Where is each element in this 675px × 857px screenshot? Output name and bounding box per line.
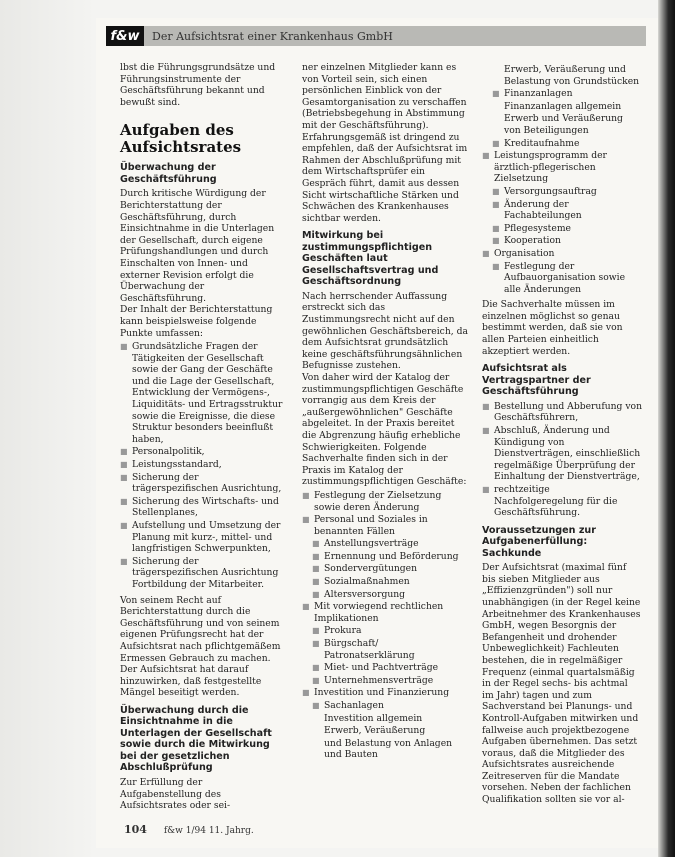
page-number: 104 [124, 823, 147, 836]
list-item: ■ Bestellung und Abberufung von Geschäftsführern, [482, 401, 642, 424]
paragraph: ner einzelnen Mitglieder kann es von Vorteil sein, sich einen persönlichen Einblick von der Gesamtorganisation zu verschaffen (Betriebsbegehung in Abstimmung mit der Geschäftsführung). [302, 62, 467, 131]
page-edge-shadow [658, 0, 675, 857]
zustimmung-list-continued [482, 64, 642, 295]
column-3 [482, 62, 642, 806]
page-footer [124, 823, 254, 836]
zustimmung-list [302, 490, 468, 761]
list-item: Finanzanlagen allgemein [504, 100, 622, 112]
list-item: ■ Festlegung der Aufbauorganisation sowie alle Änderungen [482, 261, 642, 296]
running-header [106, 26, 646, 46]
document-page [96, 18, 658, 848]
list-item: und Belastung von Anlagen und Bauten [324, 737, 453, 761]
list-item: ■ Sicherung der trägerspezifischen Ausrichtung Fortbildung der Mitarbeiter. [120, 556, 286, 591]
vertragspartner-list [482, 401, 642, 519]
paragraph: Durch kritische Würdigung der Berichterstattung der Geschäftsführung, durch Einsichtnahme in die Unterlagen der Gesellschaft, durch eigene Prüfungshandlungen und durch Einschalten von Innen- und externer Revision erfolgt die Überwachung der Geschäftsführung. [120, 188, 275, 304]
list-item: ■ Investition und Finanzierung [302, 687, 468, 699]
subheading-ueberwachung: Überwachung der Geschäftsführung [120, 162, 217, 185]
list-item: Erwerb, Veräußerung und Belastung von Grundstücken [504, 64, 640, 87]
paragraph: Erfahrungsgemäß ist dringend zu empfehlen, daß der Aufsichtsrat im Rahmen der Abschlußprüfung mit dem Wirtschaftsprüfer ein Gespräch führt, damit aus dessen Sicht wirtschaftliche Stärken und Schwächen des Krankenhauses sichtbar werden. [302, 131, 468, 224]
list-item: ■ Pflegesysteme [482, 223, 642, 235]
subheading-sachkunde: Voraussetzungen zur Aufgabenerfüllung: Sachkunde [482, 524, 596, 559]
list-item: Erwerb und Veräußerung von Beteiligungen [504, 113, 623, 136]
paragraph: Zur Erfüllung der Aufgabenstellung des Aufsichtsrates oder sei- [120, 776, 231, 812]
list-item: ■ Prokura [302, 625, 468, 637]
list-item: Investition allgemein [324, 712, 423, 724]
subheading-einsichtnahme: Überwachung durch die Einsichtnahme in die Unterlagen der Gesellschaft sowie durch die Mitwirkung bei der gesetzlichen Abschlußprüfung [120, 704, 272, 774]
list-item: ■ rechtzeitige Nachfolgeregelung für die Geschäftsführung. [482, 484, 642, 519]
paragraph: Der Inhalt der Berichterstattung kann beispielsweise folgende Punkte umfassen: [120, 304, 273, 339]
header-title: Der Aufsichtsrat einer Krankenhaus GmbH [152, 29, 393, 43]
paragraph: Der Aufsichtsrat (maximal fünf bis sieben Mitglieder aus „Effizienzgründen") soll nur unabhängigen (in der Regel keine Arbeitnehmer des Krankenhauses GmbH, wegen Besorgnis der Befangenheit und drohender Unbeweglichkeit) Fachleuten bestehen, die in regelmäßiger Frequenz (einmal quartalsmäßig in der Regel sechs- bis achtmal im Jahr) tagen und zum Sachverstand bei Planungs- und Kontroll-Aufgaben mitwirken und fallweise auch projektbezogene Aufgaben übernehmen. Das setzt voraus, daß die Mitglieder des Aufsichtsrates ausreichende Zeitreserven für die Mandate vorsehen. Neben der fachlichen Qualifikation sollten sie vor al- [482, 562, 641, 806]
list-item: ■ Personal und Soziales in benannten Fällen [302, 514, 468, 537]
list-item: ■ Personalpolitik, [120, 446, 286, 458]
report-items-list [120, 341, 286, 590]
list-item: ■ Änderung der Fachabteilungen [482, 199, 642, 222]
list-item: ■ Finanzanlagen [482, 88, 642, 100]
list-item: ■ Abschluß, Änderung und Kündigung von Dienstverträgen, einschließlich regelmäßige Überprüfung der Einhaltung der Dienstverträge, [482, 425, 642, 483]
list-item: ■ Organisation [482, 248, 642, 260]
subheading-vertragspartner: Aufsichtsrat als Vertragspartner der Geschäftsführung [482, 363, 591, 398]
paragraph: Die Sachverhalte müssen im einzelnen möglichst so genau bestimmt werden, daß sie von allen Parteien einheitlich akzeptiert werden. [482, 299, 623, 357]
list-item: ■ Altersversorgung [302, 589, 468, 601]
list-item: ■ Sozialmaßnahmen [302, 576, 468, 588]
list-item: ■ Sondervergütungen [302, 563, 468, 575]
list-item: ■ Ernennung und Beförderung [302, 551, 468, 563]
list-item: ■ Sicherung der trägerspezifischen Ausrichtung, [120, 472, 286, 495]
list-item: ■ Leistungsprogramm der ärztlich-pflegerischen Zielsetzung [482, 150, 642, 185]
intro-text: lbst die Führungsgrundsätze und Führungsinstrumente der Geschäftsführung bekannt und bewußt sind. [120, 62, 276, 108]
book-spine [0, 0, 96, 857]
journal-logo: f&w [106, 26, 144, 46]
list-item: ■ Kooperation [482, 235, 642, 247]
list-item: ■ Miet- und Pachtverträge [302, 662, 468, 674]
list-item: ■ Anstellungsverträge [302, 538, 468, 550]
list-item: ■ Bürgschaft/ Patronatserklärung [302, 638, 468, 661]
list-item: ■ Leistungsstandard, [120, 459, 286, 471]
list-item: ■ Unternehmensverträge [302, 675, 468, 687]
list-item: ■ Sachanlagen [302, 700, 468, 712]
paragraph: Von daher wird der Katalog der zustimmungspflichtigen Geschäfte vorrangig aus dem Kreis der „außergewöhnlichen" Geschäfte abgeleitet. In der Praxis bereitet die Abgrenzung häufig erhebliche Schwierigkeiten. Folgende Sachverhalte finden sich in der Praxis im Katalog der zustimmungspflichtigen Geschäfte: [302, 371, 467, 488]
list-item: ■ Mit vorwiegend rechtlichen Implikationen [302, 601, 468, 624]
paragraph: Von seinem Recht auf Berichterstattung durch die Geschäftsführung und von seinem eigenen Prüfungsrecht hat der Aufsichtsrat nach pflichtgemäßem Ermessen Gebrauch zu machen. Der Aufsichtsrat hat darauf hinzuwirken, daß festgestellte Mängel beseitigt werden. [120, 594, 281, 699]
column-1 [120, 62, 286, 812]
subheading-mitwirkung: Mitwirkung bei zustimmungspflichtigen Geschäften laut Gesellschaftsvertrag und Geschäftsordnung [302, 230, 439, 288]
list-item: ■ Sicherung des Wirtschafts- und Stellenplanes, [120, 496, 286, 519]
list-item: Erwerb, Veräußerung [324, 725, 426, 737]
journal-issue: f&w 1/94 11. Jahrg. [163, 826, 254, 836]
list-item: ■ Grundsätzliche Fragen der Tätigkeiten der Gesellschaft sowie der Gang der Geschäfte und die Lage der Gesellschaft, Entwicklung der Vermögens-, Liquiditäts- und Ertragsstruktur sowie die Ereignisse, die diese Struktur besonders beeinflußt haben, [120, 341, 286, 445]
section-title: Aufgaben des Aufsichtsrates [120, 121, 242, 157]
paragraph: Nach herrschender Auffassung erstreckt sich das Zustimmungsrecht nicht auf den gewöhnlichen Geschäftsbereich, da dem Aufsichtsrat grundsätzlich keine geschäftsführungsähnlichen Befugnisse zustehen. [302, 290, 468, 372]
list-item: ■ Aufstellung und Umsetzung der Planung mit kurz-, mittel- und langfristigen Schwerpunkten, [120, 520, 286, 555]
column-2 [302, 62, 468, 765]
list-item: ■ Festlegung der Zielsetzung sowie deren Änderung [302, 490, 468, 513]
list-item: ■ Kreditaufnahme [482, 138, 642, 150]
list-item: ■ Versorgungsauftrag [482, 186, 642, 198]
